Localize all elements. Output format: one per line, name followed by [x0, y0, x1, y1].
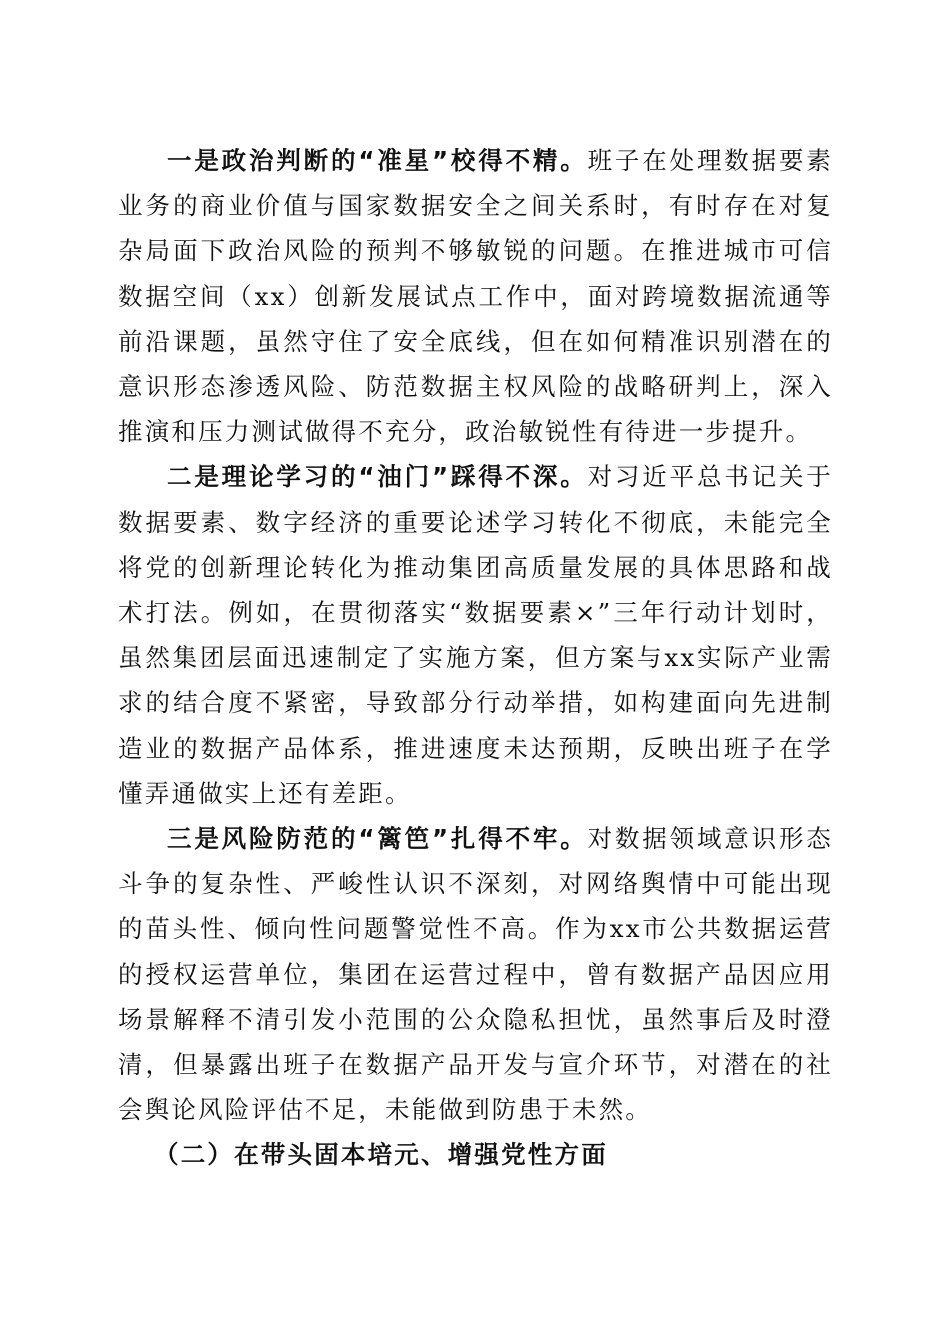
paragraph-political-judgment	[118, 138, 833, 454]
paragraph-risk-prevention	[118, 816, 833, 1132]
paragraph-lead: 三是风险防范的“篱笆”扎得不牢。	[167, 824, 588, 854]
document-body	[118, 138, 833, 1178]
section-heading: （二）在带头固本培元、增强党性方面	[154, 1140, 608, 1170]
paragraph-lead: 一是政治判断的“准星”校得不精。	[167, 146, 588, 175]
paragraph-theory-study	[118, 454, 833, 816]
paragraph-text: 对数据领域意识形态斗争的复杂性、严峻性认识不深刻，对网络舆情中可能出现的苗头性、倾向性问题警觉性不高。作为xx市公共数据运营的授权运营单位，集团在运营过程中，曾有数据产品因应用场景解释不清引发小范围的公众隐私担忧，虽然事后及时澄清，但暴露出班子在数据产品开发与宣介环节，对潜在的社会舆论风险评估不足，未能做到防患于未然。	[118, 824, 833, 1125]
paragraph-text: 对习近平总书记关于数据要素、数字经济的重要论述学习转化不彻底，未能完全将党的创新理论转化为推动集团高质量发展的具体思路和战术打法。例如，在贯彻落实“数据要素×”三年行动计划时，虽然集团层面迅速制定了实施方案，但方案与xx实际产业需求的结合度不紧密，导致部分行动举措，如构建面向先进制造业的数据产品体系，推进速度未达预期，反映出班子在学懂弄通做实上还有差距。	[118, 462, 833, 808]
paragraph-lead: 二是理论学习的“油门”踩得不深。	[167, 462, 588, 492]
paragraph-text: 班子在处理数据要素业务的商业价值与国家数据安全之间关系时，有时存在对复杂局面下政治风险的预判不够敏锐的问题。在推进城市可信数据空间（xx）创新发展试点工作中，面对跨境数据流通等前沿课题，虽然守住了安全底线，但在如何精准识别潜在的意识形态渗透风险、防范数据主权风险的战略研判上，深入推演和压力测试做得不充分，政治敏锐性有待进一步提升。	[118, 146, 833, 447]
